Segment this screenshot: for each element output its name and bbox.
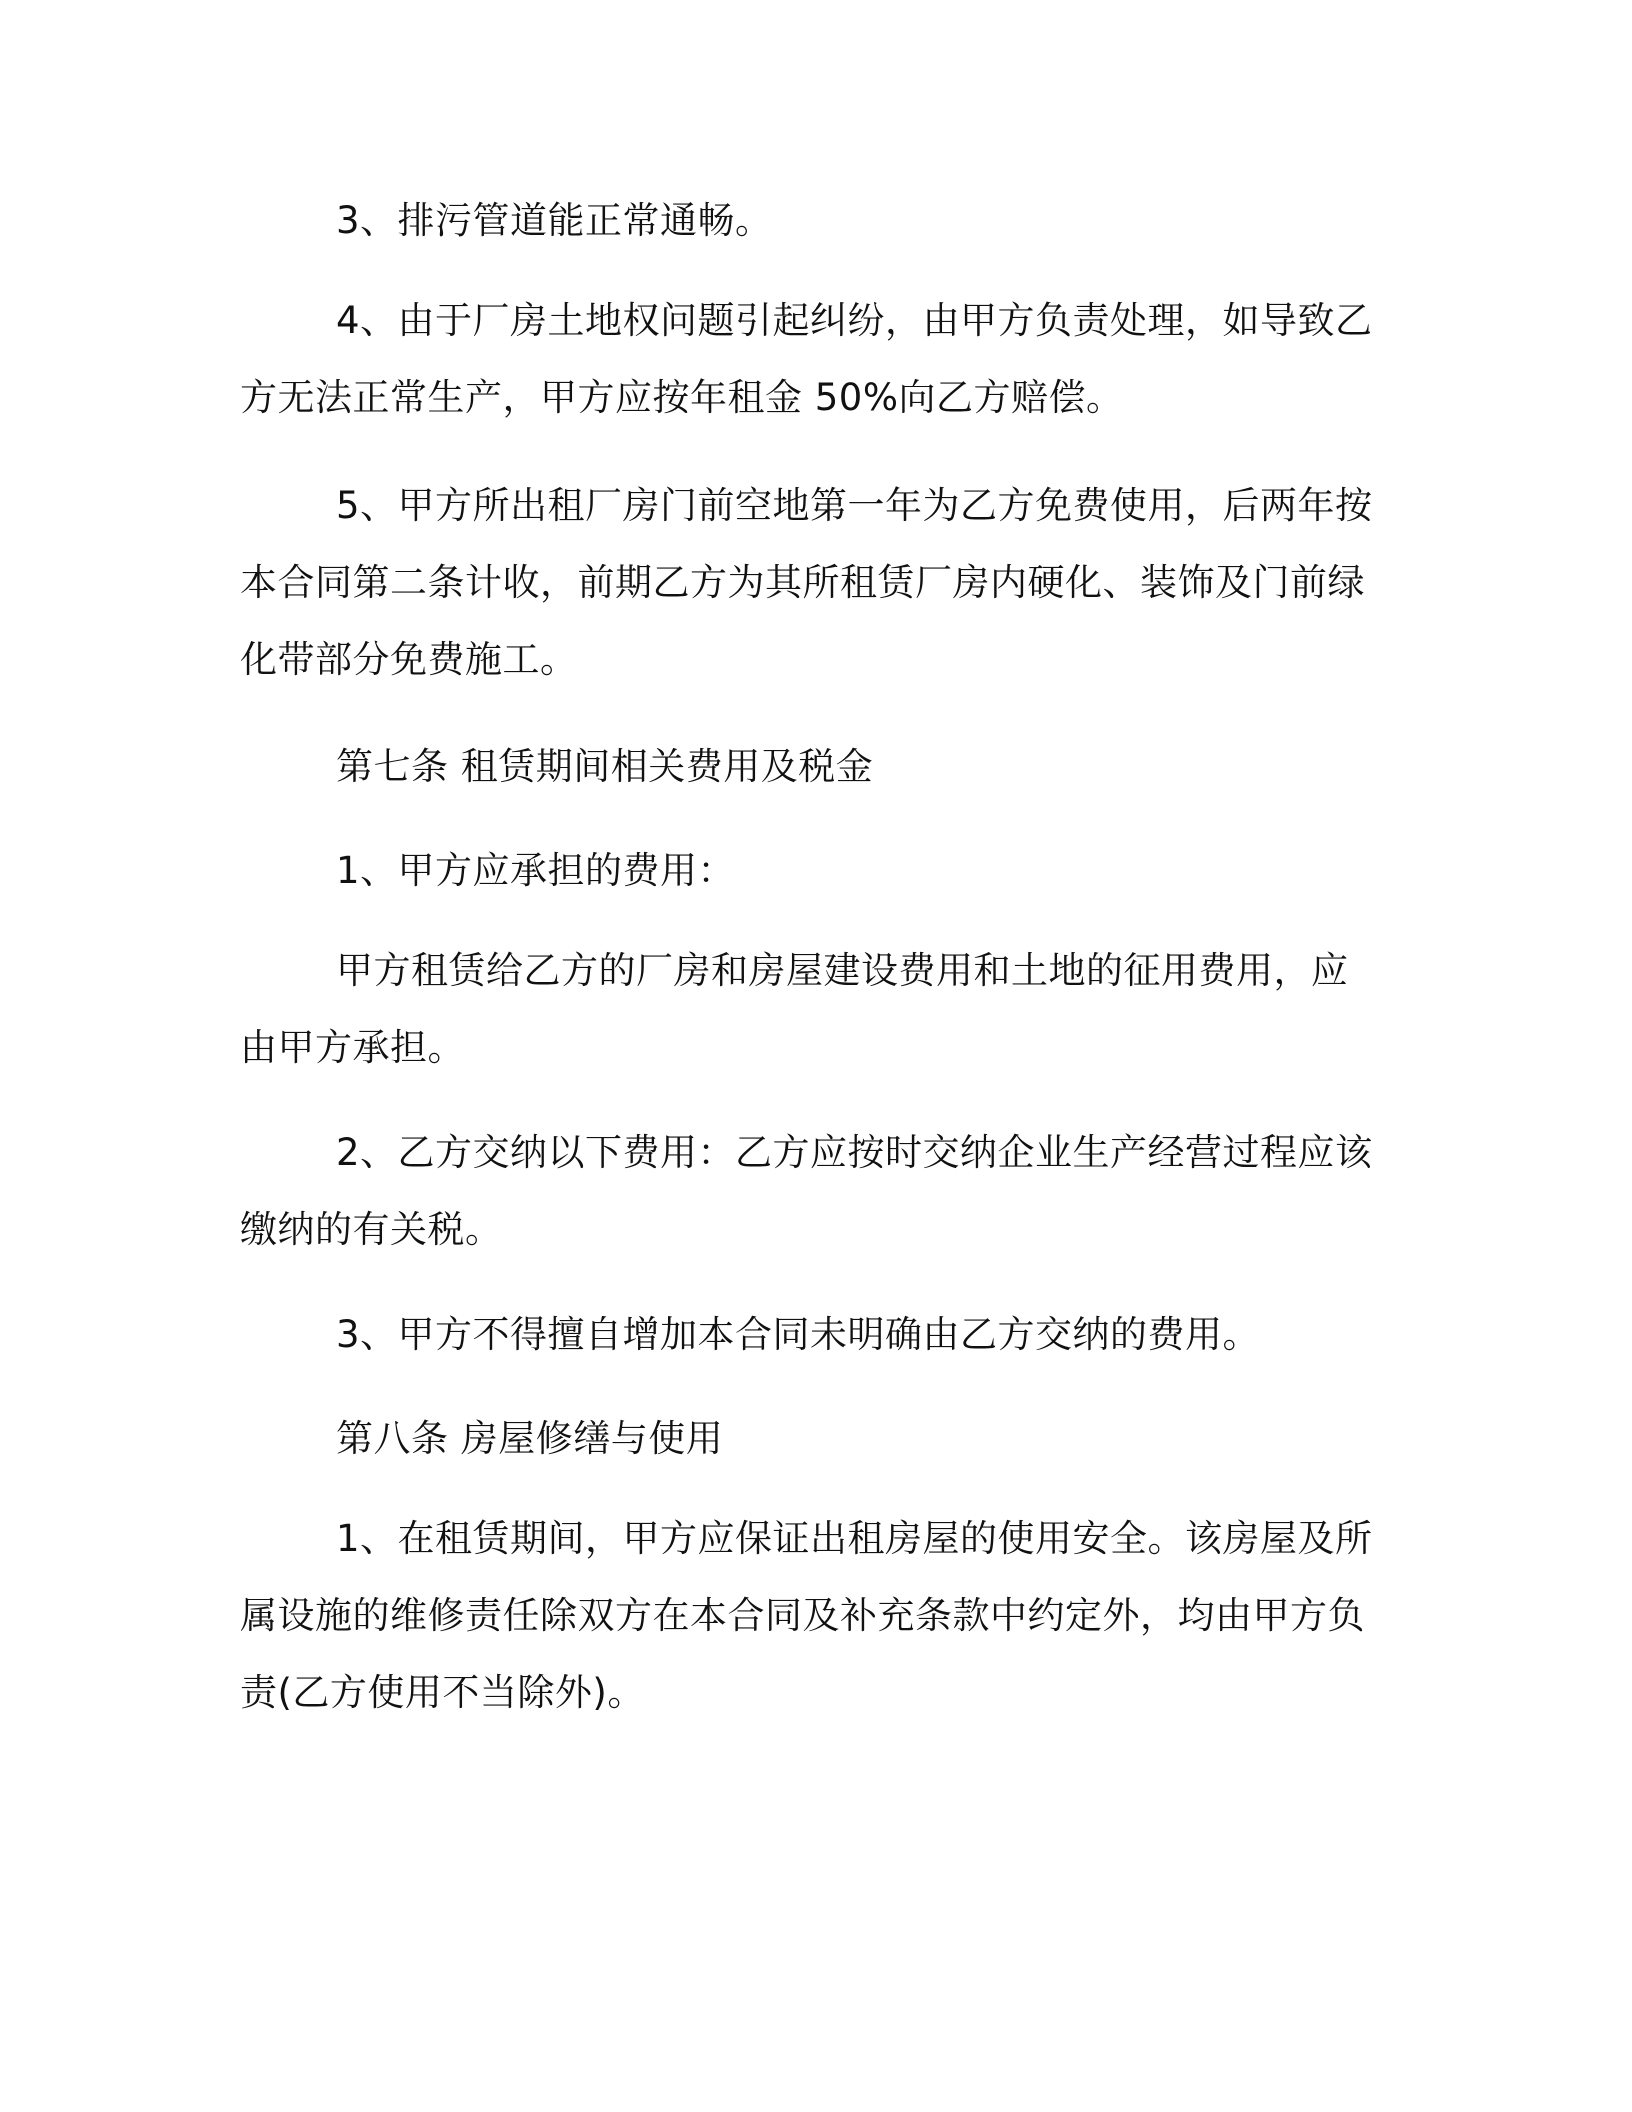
clause-6-item-5: 5、甲方所出租厂房门前空地第一年为乙方免费使用，后两年按本合同第二条计收，前期乙方为其所租赁厂房内硬化、装饰及门前绿化带部分免费施工。: [240, 484, 1373, 681]
document-page: [240, 0, 1385, 2112]
clause-6-item-3: 3、排污管道能正常通畅。: [336, 199, 773, 242]
clause-6-item-4: 4、由于厂房土地权问题引起纠纷，由甲方负责处理，如导致乙方无法正常生产，甲方应按年租金 50%向乙方赔偿。: [240, 299, 1373, 419]
clause-7-item-1: 1、甲方应承担的费用：: [336, 849, 736, 892]
clause-7-item-2: 2、乙方交纳以下费用：乙方应按时交纳企业生产经营过程应该缴纳的有关税。: [240, 1131, 1373, 1251]
clause-7-item-3: 3、甲方不得擅自增加本合同未明确由乙方交纳的费用。: [336, 1313, 1261, 1356]
clause-8-item-1: 1、在租赁期间，甲方应保证出租房屋的使用安全。该房屋及所属设施的维修责任除双方在本合同及补充条款中约定外，均由甲方负责(乙方使用不当除外)。: [240, 1517, 1373, 1714]
clause-7-item-1-detail: 甲方租赁给乙方的厂房和房屋建设费用和土地的征用费用，应由甲方承担。: [240, 949, 1349, 1069]
clause-8-heading: 第八条 房屋修缮与使用: [336, 1417, 724, 1460]
clause-7-heading: 第七条 租赁期间相关费用及税金: [336, 745, 874, 788]
